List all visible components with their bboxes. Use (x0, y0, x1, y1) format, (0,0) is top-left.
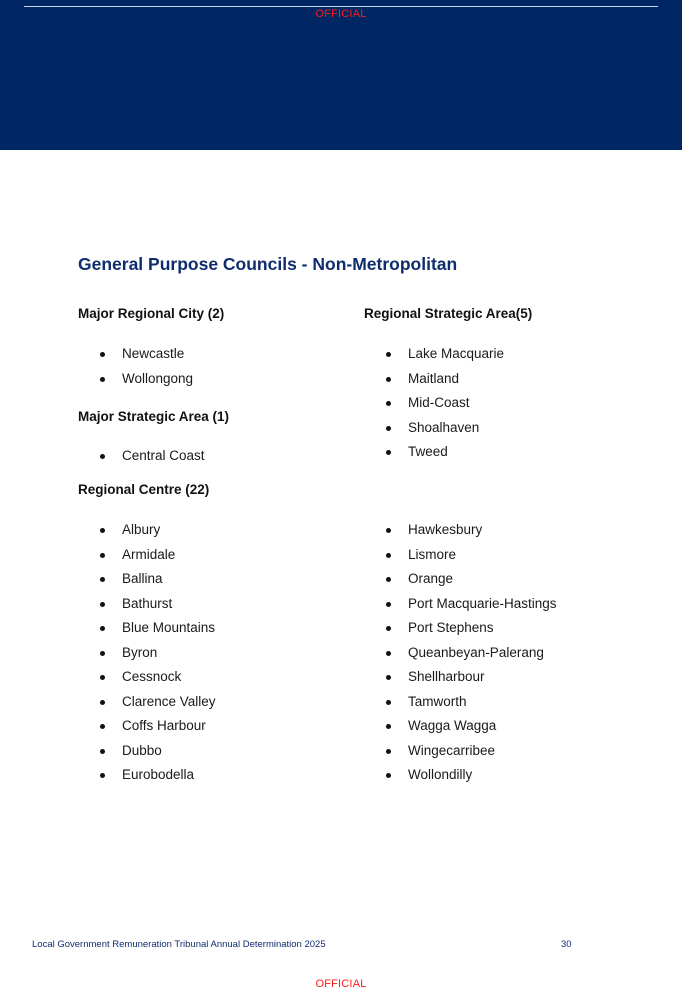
heading-major-regional-city: Major Regional City (2) (78, 306, 225, 321)
page-title: General Purpose Councils - Non-Metropolitan (78, 254, 458, 274)
list-item: Port Stephens (364, 620, 557, 645)
footer-document-title: Local Government Remuneration Tribunal Annual Determination 2025 (32, 939, 326, 950)
list-item: Bathurst (78, 596, 216, 621)
list-regional-centre-left (78, 522, 216, 792)
list-item: Central Coast (78, 448, 205, 473)
list-item: Ballina (78, 571, 216, 596)
list-item: Lake Macquarie (364, 346, 504, 371)
list-regional-strategic-area (364, 346, 504, 469)
list-item: Albury (78, 522, 216, 547)
list-item: Queanbeyan-Palerang (364, 645, 557, 670)
list-item: Orange (364, 571, 557, 596)
header-band (0, 0, 682, 150)
list-major-regional-city (78, 346, 193, 395)
list-item: Cessnock (78, 669, 216, 694)
list-item: Clarence Valley (78, 694, 216, 719)
list-item: Armidale (78, 547, 216, 572)
list-item: Port Macquarie-Hastings (364, 596, 557, 621)
classification-label-top: OFFICIAL (315, 8, 367, 20)
list-item: Hawkesbury (364, 522, 557, 547)
list-item: Shoalhaven (364, 420, 504, 445)
list-item: Eurobodella (78, 767, 216, 792)
list-item: Mid-Coast (364, 395, 504, 420)
footer-page-number: 30 (561, 939, 572, 950)
list-item: Lismore (364, 547, 557, 572)
list-item: Dubbo (78, 743, 216, 768)
list-item: Shellharbour (364, 669, 557, 694)
list-item: Coffs Harbour (78, 718, 216, 743)
list-item: Byron (78, 645, 216, 670)
heading-regional-strategic-area: Regional Strategic Area(5) (364, 306, 533, 321)
list-major-strategic-area (78, 448, 205, 473)
heading-regional-centre: Regional Centre (22) (78, 482, 210, 497)
list-item: Blue Mountains (78, 620, 216, 645)
header-rule (24, 6, 658, 7)
list-item: Maitland (364, 371, 504, 396)
list-item: Wingecarribee (364, 743, 557, 768)
list-item: Tweed (364, 444, 504, 469)
list-item: Tamworth (364, 694, 557, 719)
list-regional-centre-right (364, 522, 557, 792)
list-item: Newcastle (78, 346, 193, 371)
list-item: Wollondilly (364, 767, 557, 792)
classification-label-bottom: OFFICIAL (315, 978, 367, 990)
list-item: Wollongong (78, 371, 193, 396)
list-item: Wagga Wagga (364, 718, 557, 743)
heading-major-strategic-area: Major Strategic Area (1) (78, 409, 230, 424)
